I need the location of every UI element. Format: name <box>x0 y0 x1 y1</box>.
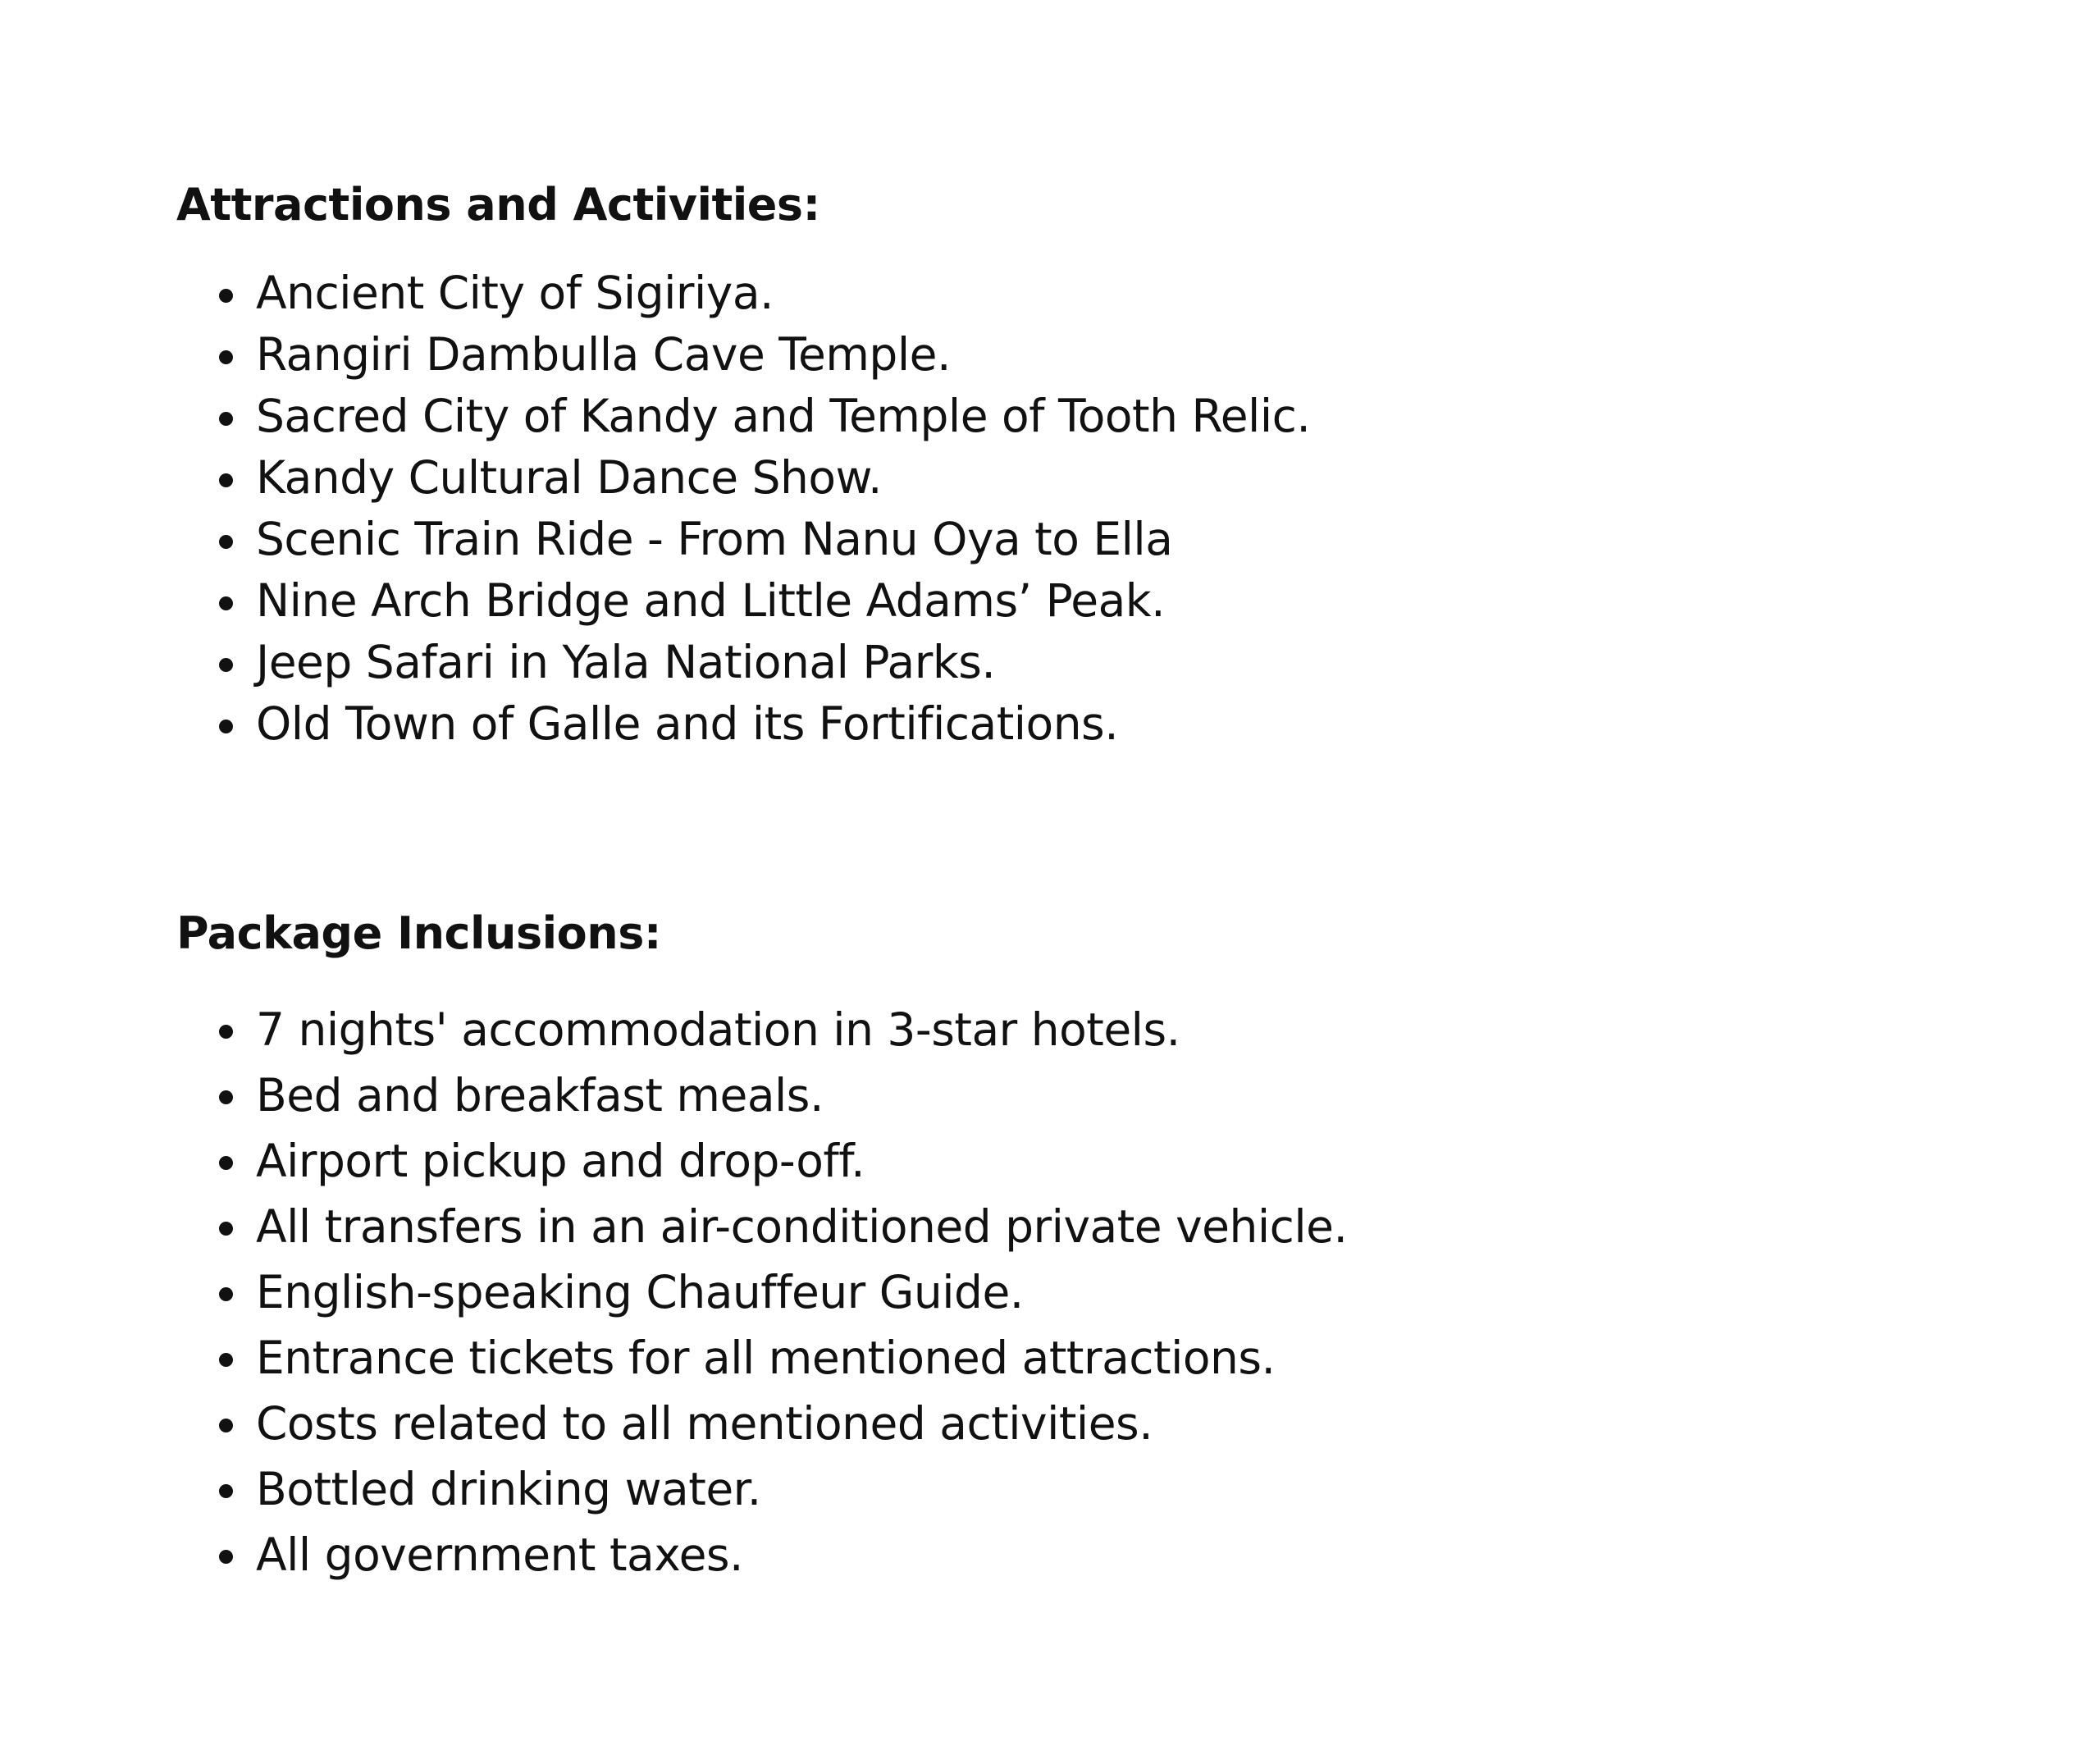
list-item <box>176 1456 1981 1522</box>
list-item <box>176 1522 1981 1588</box>
bullet-icon <box>219 596 233 610</box>
bullet-icon <box>219 720 233 733</box>
list-item-text: Ancient City of Sigiriya. <box>256 267 774 319</box>
list-item-text: 7 nights' accommodation in 3-star hotels. <box>256 1003 1180 1056</box>
bullet-icon <box>219 1419 233 1432</box>
bullet-icon <box>219 1484 233 1498</box>
attractions-list <box>176 263 1981 755</box>
list-item <box>176 447 1981 509</box>
list-item <box>176 632 1981 693</box>
list-item-text: Costs related to all mentioned activities. <box>256 1397 1153 1450</box>
list-item <box>176 1194 1981 1259</box>
list-item-text: Scenic Train Ride - From Nanu Oya to Ella <box>256 513 1173 565</box>
bullet-icon <box>219 473 233 487</box>
list-item-text: English-speaking Chauffeur Guide. <box>256 1266 1024 1318</box>
list-item-text: Airport pickup and drop-off. <box>256 1135 865 1187</box>
bullet-icon <box>219 1353 233 1367</box>
bullet-icon <box>219 1222 233 1236</box>
bullet-icon <box>219 535 233 549</box>
list-item-text: Nine Arch Bridge and Little Adams’ Peak. <box>256 574 1166 627</box>
bullet-icon <box>219 1550 233 1564</box>
list-item-text: Kandy Cultural Dance Show. <box>256 451 882 504</box>
bullet-icon <box>219 658 233 672</box>
list-item <box>176 570 1981 632</box>
list-item <box>176 1259 1981 1325</box>
bullet-icon <box>219 1156 233 1170</box>
list-item-text: Rangiri Dambulla Cave Temple. <box>256 328 951 381</box>
bullet-icon <box>219 1090 233 1104</box>
list-item-text: Entrance tickets for all mentioned attractions. <box>256 1332 1276 1384</box>
list-item <box>176 386 1981 447</box>
list-item-text: All government taxes. <box>256 1528 744 1581</box>
list-item <box>176 1062 1981 1128</box>
list-item-text: Bed and breakfast meals. <box>256 1069 824 1122</box>
list-item <box>176 324 1981 386</box>
bullet-icon <box>219 1287 233 1301</box>
list-item <box>176 1325 1981 1391</box>
list-item <box>176 509 1981 570</box>
list-item-text: Bottled drinking water. <box>256 1463 761 1515</box>
list-item-text: All transfers in an air-conditioned private vehicle. <box>256 1200 1348 1253</box>
list-item-text: Sacred City of Kandy and Temple of Tooth Relic. <box>256 390 1311 442</box>
section-spacer <box>176 755 1981 901</box>
bullet-icon <box>219 350 233 364</box>
list-item-text: Jeep Safari in Yala National Parks. <box>256 636 996 688</box>
list-item <box>176 1391 1981 1456</box>
inclusions-heading: Package Inclusions: <box>176 907 661 959</box>
list-item <box>176 263 1981 324</box>
bullet-icon <box>219 289 233 303</box>
attractions-heading: Attractions and Activities: <box>176 179 820 231</box>
list-item <box>176 1128 1981 1194</box>
bullet-icon <box>219 412 233 426</box>
bullet-icon <box>219 1025 233 1039</box>
list-item <box>176 997 1981 1062</box>
tour-details <box>176 172 1981 1588</box>
list-item-text: Old Town of Galle and its Fortifications. <box>256 697 1119 750</box>
list-item <box>176 693 1981 755</box>
inclusions-list <box>176 997 1981 1588</box>
